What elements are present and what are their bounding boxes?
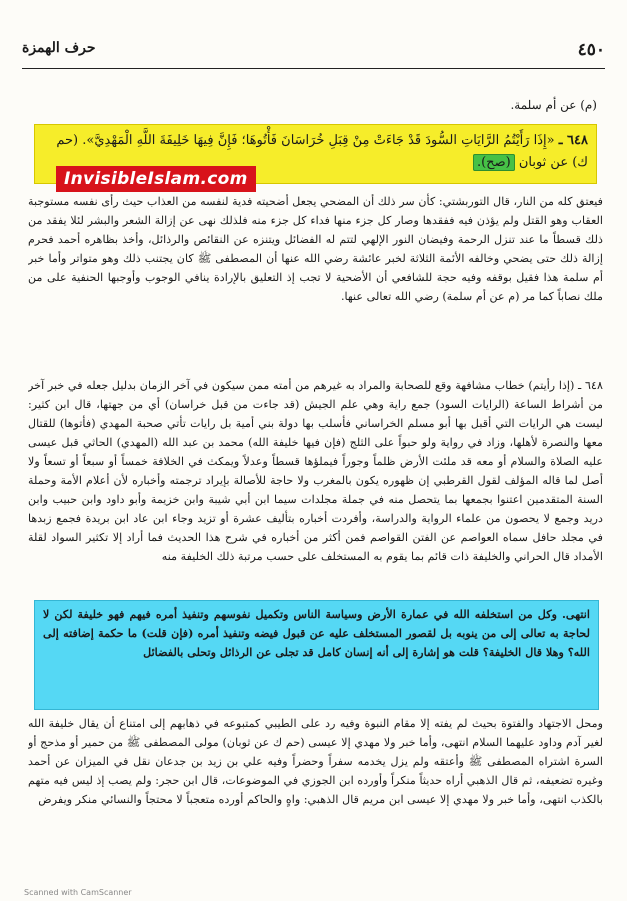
commentary-paragraph-3: ومحل الاجتهاد والفتوة بحيث لم يفته إلا مقام النبوة وفيه رد على الطيبي كمتبوعه في ذهابهم إلى امتناع أن يقال خليفة الله لغير آدم وداود عليهما السلام انتهى، وأما خبر ولا مهدي إلا عيسى (حم ك عن ثوبان) مولى المصطفى ﷺ من حمير أو مذحج أو السرة اشتراه المصطفى ﷺ وأعتقه ولم يزل يخدمه سفراً وحضراً وفيه علي بن زيد بن جدعان نقل في الميزان عن أحمد وغيره تضعيفه، ثم قال الذهبي أراه حديثاً منكراً وأورده ابن الجوزي في الموضوعات، قال ابن حجر: ولم يصب إذ ليس فيه متهم بالكذب انتهى، وأما خبر ولا مهدي إلا عيسى ابن مريم قال الذهبي: واهٍ والحاكم أورده متعجباً لا محتجاً والنسائي منكر ويفرض	[28, 717, 603, 806]
commentary-paragraph-2: ٦٤٨ ـ (إذا رأيتم) خطاب مشافهة وقع للصحابة والمراد به غيرهم من أمته ممن سيكون في آخر الزمان بدليل جعله في خبر آخر من أشراط الساعة (الرايات السود) جمع راية وهي علم الجيش (قد جاءت من قبل خراسان) أي من جهتها، قال ابن كثير: ليست هي الرايات التي أقبل بها أبو مسلم الخراساني فأسلب بها دولة بني أمية بل رايات تأتي صحبة المهدي (فأتوها) للقتال معها والنصرة لأهلها، وزاد في رواية ولو حبواً على الثلج (فإن فيها خليفة الله) محمد بن عبد الله (المهدي) الحاثي قبل عيسى عليه الصلاة والسلام أو معه قد ملئت الأرض ظلماً وجوراً فيملؤها قسطاً وعدلاً ويمكث في الخلافة خمساً أو سبعاً أو تسعاً ولا أصل لما قاله المؤلف لقول القرطبي إن ظهوره يكون بالمغرب ولا حاجة للأصالة بإيراد ترجمته وأخباره لأن أعلام الأمة وحملة السنة المتقدمين اعتنوا بجمعها بما يتحصل منه في جملة مجلدات سيما ابن أبي شيبة وابن خزيمة وأبو داود وابن حبيب وابن دريد وجمع لا يحصون من علماء الرواية والدراسة، وأفردت أخباره بتأليف عشرة أو تزيد وجاء ابن عاد ابن بريدة فجمع زبدها في مجلد حافل سماه العواصم عن الفتن القواصم فمن أكثر من أخباره في شرح هذا الحديث فما أراد إلا تكثير السواد لقلة الأمداد قال الحراني والخليفة ذات قائم بما يقوم به المستخلف على حسب مرتبة ذلك الخليفة منه	[28, 379, 603, 563]
hadith-number: ٦٤٨ ـ	[558, 133, 588, 148]
site-watermark: InvisibleIslam.com	[56, 166, 256, 192]
header-rule	[22, 68, 605, 69]
commentary-paragraph-1: فيعتق كله من النار، قال التوربشتي: كأن سر ذلك أن المضحي يجعل أضحيته فدية لنفسه من العذاب حيث رأى نفسه مستوجبة العقاب وهو القتل ولم يؤذن فيه ففقدها وصار كل جزء منها فداء كل جزء منه فلذلك نهى عن إزالة الشعر والبشر لئلا يفقد من ذلك قسطاً ما عند تنزل الرحمة وفيضان النور الإلهي لتتم له الفضائل ويتنزه عن النقائص والرذائل، وأخذ بظاهره أحمد فحرم إزالة ذلك حتى يضحي وخالفه الأئمة الثلاثة لخبر عائشة رضي الله عنها أن المصطفى ﷺ كان يجتنب ذلك وهو متواتر وأما خبر أم سلمة هذا فقيل بوقفه وفيه حجة للشافعي أن الأضحية لا تجب إذ التعليق بالإرادة ينافي الوجوب وأوجبها الحنفية على من ملك نصاباً كما مر (م عن أم سلمة) رضي الله تعالى عنها.	[28, 195, 603, 303]
scan-footer-note: Scanned with CamScanner	[24, 888, 132, 897]
hadith-grade-badge: (صح).	[473, 154, 515, 171]
page-header	[22, 40, 605, 64]
commentary-highlight-box: انتهى. وكل من استخلفه الله في عمارة الأرض وسياسة الناس وتكميل نفوسهم وتنفيذ أمره فيهم فهو خليفة لكن لا لحاجة به تعالى إلى من ينوبه بل لقصور المستخلف عليه عن قبول فيضه وتنفيذ أمره (فإن قلت) ما حكمة إضافته إلى الله؟ وهلا قال الخليفة؟ قلت هو إشارة إلى أنه إنسان كامل قد تجلى عن الرذائل وتحلى بالفضائل	[34, 600, 599, 710]
page-number: ٤٥٠	[577, 40, 605, 60]
hadith-source: (حم ك) عن ثوبان	[56, 133, 588, 170]
chapter-title: حرف الهمزة	[22, 40, 96, 56]
hadith-text: «إِذَا رَأَيْتُمُ الرَّايَاتِ السُّودَ قَدْ جَاءَتْ مِنْ قِبَلِ خُرَاسَانَ فَأْتُوهَا؛ فَإِنَّ فِيهَا خَلِيفَةَ اللَّهِ الْمَهْدِيَّ».	[82, 133, 555, 148]
intro-line: (م) عن أم سلمة.	[510, 98, 597, 112]
